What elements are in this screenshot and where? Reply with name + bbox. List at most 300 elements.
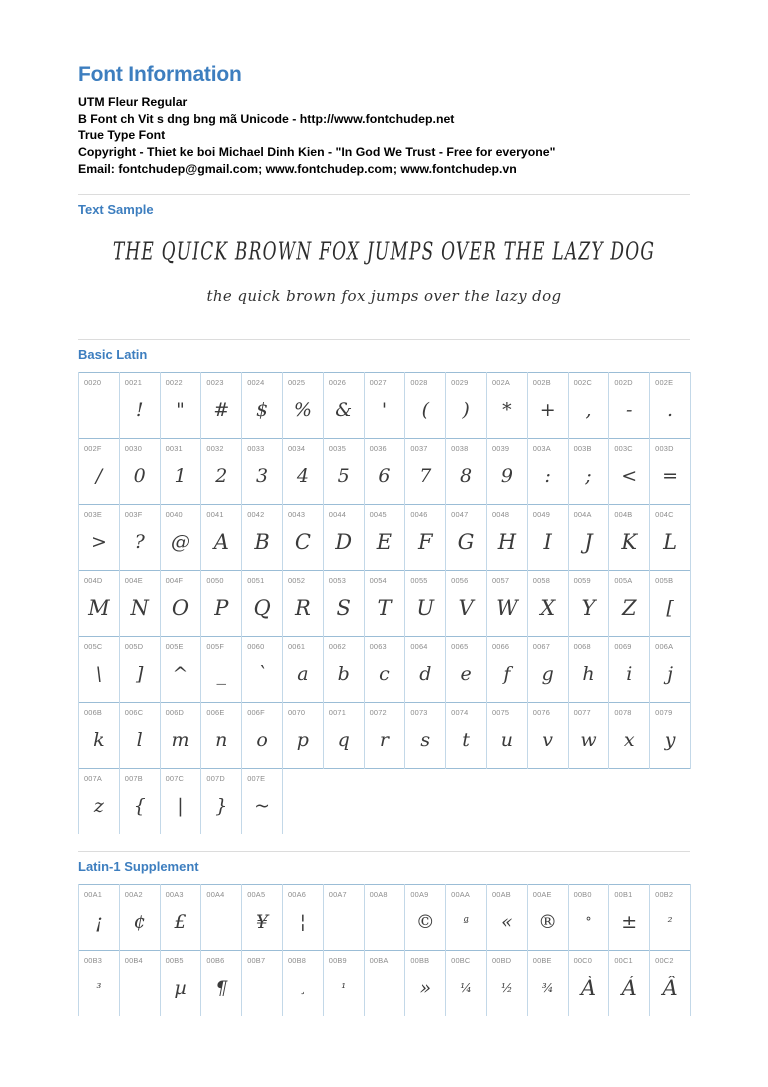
glyph-code-label: 0067 bbox=[532, 642, 551, 652]
glyph-cell[interactable] bbox=[160, 951, 201, 1017]
glyph-sample: } bbox=[215, 795, 228, 818]
glyph-cell[interactable] bbox=[405, 571, 446, 637]
glyph-code-label: 00A8 bbox=[369, 890, 388, 900]
glyph-cell[interactable] bbox=[650, 637, 691, 703]
glyph-cell[interactable] bbox=[650, 439, 691, 505]
glyph-cell[interactable] bbox=[568, 885, 609, 951]
glyph-cell[interactable] bbox=[323, 885, 364, 951]
glyph-sample: Á bbox=[621, 976, 637, 1001]
glyph-sample: \ bbox=[95, 663, 103, 686]
glyph-cell[interactable] bbox=[79, 885, 120, 951]
glyph-sample: 6 bbox=[378, 465, 391, 488]
glyph-cell[interactable] bbox=[568, 703, 609, 769]
glyph-cell[interactable] bbox=[242, 703, 283, 769]
glyph-cell[interactable] bbox=[282, 703, 323, 769]
glyph-cell[interactable] bbox=[486, 571, 527, 637]
font-metadata-list bbox=[78, 94, 690, 177]
glyph-cell[interactable] bbox=[405, 637, 446, 703]
glyph-cell[interactable] bbox=[650, 505, 691, 571]
glyph-sample: ) bbox=[462, 399, 470, 422]
glyph-code-label: 0045 bbox=[369, 510, 387, 520]
glyph-code-label: 00C2 bbox=[655, 956, 674, 966]
glyph-cell[interactable] bbox=[405, 885, 446, 951]
glyph-sample: l bbox=[136, 729, 143, 752]
glyph-code-label: 0026 bbox=[328, 378, 347, 388]
glyph-cell[interactable] bbox=[79, 951, 120, 1017]
glyph-code-label: 0023 bbox=[206, 378, 224, 388]
glyph-cell-empty bbox=[446, 769, 487, 835]
glyph-sample: a bbox=[297, 663, 309, 686]
glyph-code-label: 0077 bbox=[573, 708, 591, 718]
glyph-sample: b bbox=[337, 663, 350, 686]
glyph-cell[interactable] bbox=[609, 571, 650, 637]
glyph-cell[interactable] bbox=[201, 637, 242, 703]
glyph-sample: ® bbox=[538, 911, 558, 934]
glyph-row bbox=[79, 571, 691, 637]
glyph-sample: ( bbox=[421, 399, 429, 422]
glyph-row bbox=[79, 637, 691, 703]
section-text-sample bbox=[78, 194, 690, 322]
glyph-code-label: 0048 bbox=[491, 510, 510, 520]
glyph-code-label: 002D bbox=[614, 378, 633, 388]
glyph-code-label: 0075 bbox=[491, 708, 510, 718]
glyph-cell[interactable] bbox=[79, 637, 120, 703]
glyph-cell[interactable] bbox=[527, 951, 568, 1017]
glyph-cell[interactable] bbox=[568, 505, 609, 571]
glyph-sample: « bbox=[501, 911, 513, 934]
glyph-cell[interactable] bbox=[160, 637, 201, 703]
glyph-code-label: 00B0 bbox=[573, 890, 592, 900]
glyph-sample: * bbox=[502, 399, 512, 422]
glyph-code-label: 0072 bbox=[369, 708, 387, 718]
glyph-cell[interactable] bbox=[160, 769, 201, 835]
glyph-cell[interactable] bbox=[242, 769, 283, 835]
glyph-cell[interactable] bbox=[323, 505, 364, 571]
glyph-sample: r bbox=[379, 729, 390, 752]
glyph-code-label: 00B3 bbox=[84, 956, 103, 966]
metadata-line-format: True Type Font bbox=[78, 128, 166, 143]
glyph-cell[interactable] bbox=[446, 885, 487, 951]
glyph-sample: " bbox=[176, 399, 185, 422]
glyph-sample: Z bbox=[621, 596, 637, 621]
glyph-code-label: 007D bbox=[206, 774, 225, 784]
glyph-sample: E bbox=[376, 530, 393, 555]
glyph-cell[interactable] bbox=[242, 637, 283, 703]
glyph-cell[interactable] bbox=[282, 505, 323, 571]
glyph-code-label: 0020 bbox=[84, 378, 102, 388]
glyph-code-label: 004E bbox=[124, 576, 143, 586]
glyph-cell[interactable] bbox=[79, 505, 120, 571]
text-sample-block bbox=[78, 224, 690, 322]
glyph-code-label: 0054 bbox=[369, 576, 387, 586]
glyph-cell[interactable] bbox=[609, 951, 650, 1017]
glyph-row bbox=[79, 951, 691, 1017]
glyph-code-label: 006C bbox=[124, 708, 144, 718]
glyph-sample: ` bbox=[257, 663, 267, 686]
glyph-cell[interactable] bbox=[405, 703, 446, 769]
glyph-cell[interactable] bbox=[119, 951, 160, 1017]
glyph-cell[interactable] bbox=[201, 439, 242, 505]
glyph-cell[interactable] bbox=[119, 769, 160, 835]
glyph-cell[interactable] bbox=[527, 373, 568, 439]
glyph-cell[interactable] bbox=[609, 373, 650, 439]
glyph-sample: - bbox=[626, 399, 633, 422]
glyph-cell[interactable] bbox=[160, 439, 201, 505]
section-divider bbox=[78, 851, 690, 852]
glyph-cell[interactable] bbox=[201, 885, 242, 951]
glyph-cell[interactable] bbox=[486, 373, 527, 439]
glyph-code-label: 0040 bbox=[165, 510, 183, 520]
glyph-code-label: 0051 bbox=[247, 576, 265, 586]
glyph-cell[interactable] bbox=[527, 571, 568, 637]
glyph-cell[interactable] bbox=[160, 505, 201, 571]
glyph-sample: _ bbox=[216, 663, 227, 686]
glyph-cell[interactable] bbox=[486, 703, 527, 769]
glyph-cell[interactable] bbox=[323, 637, 364, 703]
glyph-code-label: 007E bbox=[247, 774, 266, 784]
glyph-code-label: 003C bbox=[614, 444, 633, 454]
glyph-code-label: 00B8 bbox=[287, 956, 307, 966]
glyph-sample: ] bbox=[135, 663, 144, 686]
glyph-cell[interactable] bbox=[282, 373, 323, 439]
glyph-cell-empty bbox=[609, 769, 650, 835]
glyph-cell[interactable] bbox=[527, 885, 568, 951]
glyph-sample: I bbox=[543, 530, 552, 555]
glyph-row bbox=[79, 439, 691, 505]
glyph-code-label: 00A9 bbox=[410, 890, 429, 900]
glyph-cell-empty bbox=[364, 769, 405, 835]
glyph-cell[interactable] bbox=[568, 439, 609, 505]
glyph-cell[interactable] bbox=[201, 571, 242, 637]
glyph-cell[interactable] bbox=[650, 703, 691, 769]
glyph-cell[interactable] bbox=[405, 439, 446, 505]
glyph-sample: u bbox=[500, 729, 513, 752]
glyph-sample: ª bbox=[463, 915, 469, 930]
glyph-cell[interactable] bbox=[364, 571, 405, 637]
glyph-cell[interactable] bbox=[323, 951, 364, 1017]
glyph-code-label: 00C0 bbox=[573, 956, 593, 966]
glyph-code-label: 0049 bbox=[532, 510, 551, 520]
glyph-cell[interactable] bbox=[446, 571, 487, 637]
glyph-cell[interactable] bbox=[242, 373, 283, 439]
glyph-cell[interactable] bbox=[119, 637, 160, 703]
glyph-code-label: 0050 bbox=[206, 576, 224, 586]
glyph-cell[interactable] bbox=[405, 951, 446, 1017]
pangram-uppercase: THE QUICK BROWN FOX JUMPS OVER THE LAZY DOG bbox=[112, 237, 656, 267]
glyph-cell[interactable] bbox=[486, 439, 527, 505]
glyph-sample: 3 bbox=[256, 465, 269, 488]
glyph-code-label: 003B bbox=[573, 444, 592, 454]
glyph-sample: c bbox=[379, 663, 390, 686]
glyph-cell[interactable] bbox=[323, 439, 364, 505]
glyph-code-label: 0034 bbox=[287, 444, 306, 454]
glyph-cell[interactable] bbox=[609, 505, 650, 571]
glyph-cell[interactable] bbox=[446, 703, 487, 769]
glyph-code-label: 0057 bbox=[491, 576, 510, 586]
glyph-code-label: 005F bbox=[206, 642, 225, 652]
glyph-sample: F bbox=[417, 530, 433, 555]
glyph-sample: 4 bbox=[296, 465, 309, 488]
glyph-cell-empty bbox=[282, 769, 323, 835]
glyph-cell[interactable] bbox=[282, 885, 323, 951]
glyph-cell[interactable] bbox=[650, 373, 691, 439]
glyph-code-label: 0030 bbox=[124, 444, 143, 454]
glyph-sample: T bbox=[377, 596, 392, 621]
glyph-cell[interactable] bbox=[609, 885, 650, 951]
glyph-code-label: 00B1 bbox=[614, 890, 633, 900]
glyph-cell[interactable] bbox=[160, 373, 201, 439]
glyph-cell[interactable] bbox=[119, 703, 160, 769]
glyph-sample: ½ bbox=[501, 981, 513, 996]
glyph-code-label: 004C bbox=[655, 510, 674, 520]
glyph-code-label: 005E bbox=[165, 642, 184, 652]
glyph-code-label: 00A7 bbox=[328, 890, 347, 900]
glyph-cell[interactable] bbox=[242, 505, 283, 571]
glyph-cell[interactable] bbox=[119, 373, 160, 439]
glyph-cell[interactable] bbox=[650, 951, 691, 1017]
glyph-code-label: 007A bbox=[84, 774, 103, 784]
glyph-cell[interactable] bbox=[79, 439, 120, 505]
glyph-sample: ! bbox=[135, 399, 144, 422]
glyph-sample: S bbox=[336, 596, 351, 621]
glyph-sample: i bbox=[626, 663, 633, 686]
glyph-cell[interactable] bbox=[282, 439, 323, 505]
glyph-cell[interactable] bbox=[446, 439, 487, 505]
glyph-cell[interactable] bbox=[364, 951, 405, 1017]
glyph-cell[interactable] bbox=[609, 637, 650, 703]
glyph-cell[interactable] bbox=[282, 951, 323, 1017]
metadata-line-font-name: UTM Fleur Regular bbox=[78, 95, 188, 110]
glyph-sample: m bbox=[171, 729, 190, 752]
glyph-cell[interactable] bbox=[650, 571, 691, 637]
glyph-cell[interactable] bbox=[527, 505, 568, 571]
glyph-cell[interactable] bbox=[160, 571, 201, 637]
glyph-sample: x bbox=[623, 729, 635, 752]
glyph-code-label: 0044 bbox=[328, 510, 347, 520]
glyph-code-label: 0070 bbox=[287, 708, 306, 718]
section-title-latin1-supplement: Latin-1 Supplement bbox=[78, 859, 199, 875]
glyph-sample: j bbox=[667, 663, 673, 686]
glyph-cell[interactable] bbox=[405, 505, 446, 571]
glyph-code-label: 005B bbox=[655, 576, 674, 586]
glyph-sample: q bbox=[337, 729, 350, 752]
glyph-code-label: 00A1 bbox=[84, 890, 103, 900]
glyph-cell[interactable] bbox=[486, 637, 527, 703]
glyph-sample: Y bbox=[581, 596, 596, 621]
glyph-code-label: 0037 bbox=[410, 444, 428, 454]
glyph-sample: B bbox=[254, 530, 270, 555]
glyph-sample: ² bbox=[667, 915, 673, 930]
glyph-sample: L bbox=[663, 530, 678, 555]
glyph-code-label: 00B4 bbox=[124, 956, 143, 966]
glyph-code-label: 004A bbox=[573, 510, 592, 520]
glyph-cell[interactable] bbox=[364, 885, 405, 951]
glyph-cell[interactable] bbox=[201, 373, 242, 439]
glyph-sample: t bbox=[462, 729, 470, 752]
glyph-sample bbox=[120, 965, 160, 1011]
glyph-code-label: 00AB bbox=[491, 890, 511, 900]
section-basic-latin bbox=[78, 339, 690, 834]
glyph-cell[interactable] bbox=[79, 373, 120, 439]
glyph-cell[interactable] bbox=[364, 505, 405, 571]
glyph-code-label: 00BC bbox=[451, 956, 471, 966]
glyph-sample: Q bbox=[253, 596, 271, 621]
glyph-cell[interactable] bbox=[446, 373, 487, 439]
glyph-cell[interactable] bbox=[242, 439, 283, 505]
glyph-code-label: 002B bbox=[532, 378, 551, 388]
glyph-sample: £ bbox=[174, 911, 187, 934]
glyph-code-label: 003E bbox=[84, 510, 103, 520]
metadata-line-email: Email: fontchudep@gmail.com; www.fontchudep.com; www.fontchudep.vn bbox=[78, 161, 517, 176]
glyph-cell[interactable] bbox=[201, 769, 242, 835]
glyph-code-label: 00AE bbox=[532, 890, 552, 900]
glyph-sample: A bbox=[213, 530, 229, 555]
glyph-cell[interactable] bbox=[527, 703, 568, 769]
glyph-sample: 7 bbox=[419, 465, 432, 488]
glyph-cell[interactable] bbox=[364, 703, 405, 769]
glyph-cell[interactable] bbox=[650, 885, 691, 951]
glyph-sample: < bbox=[621, 465, 638, 488]
glyph-cell[interactable] bbox=[609, 439, 650, 505]
glyph-sample: ¾ bbox=[541, 981, 554, 996]
glyph-code-label: 005C bbox=[84, 642, 103, 652]
glyph-cell[interactable] bbox=[119, 439, 160, 505]
glyph-sample: { bbox=[133, 795, 146, 818]
glyph-cell[interactable] bbox=[242, 571, 283, 637]
section-title-text-sample: Text Sample bbox=[78, 202, 154, 218]
glyph-cell[interactable] bbox=[568, 637, 609, 703]
glyph-code-label: 005A bbox=[614, 576, 633, 586]
glyph-code-label: 0076 bbox=[532, 708, 551, 718]
glyph-code-label: 00BD bbox=[491, 956, 512, 966]
glyph-cell[interactable] bbox=[486, 951, 527, 1017]
glyph-code-label: 006D bbox=[165, 708, 185, 718]
pangram-uppercase-row bbox=[78, 224, 690, 270]
glyph-sample: ³ bbox=[96, 981, 102, 996]
glyph-cell[interactable] bbox=[79, 571, 120, 637]
glyph-cell[interactable] bbox=[568, 571, 609, 637]
glyph-sample: ¥ bbox=[256, 911, 269, 934]
glyph-cell[interactable] bbox=[201, 951, 242, 1017]
glyph-code-label: 003D bbox=[655, 444, 674, 454]
glyph-cell[interactable] bbox=[201, 505, 242, 571]
glyph-cell[interactable] bbox=[282, 637, 323, 703]
glyph-code-label: 0065 bbox=[451, 642, 469, 652]
glyph-sample: , bbox=[585, 399, 592, 422]
glyph-sample bbox=[365, 965, 405, 1011]
glyph-cell-empty bbox=[323, 769, 364, 835]
glyph-code-label: 00A3 bbox=[165, 890, 184, 900]
glyph-cell-empty bbox=[568, 769, 609, 835]
glyph-row bbox=[79, 505, 691, 571]
glyph-sample: U bbox=[416, 596, 435, 621]
glyph-sample: P bbox=[214, 596, 229, 621]
glyph-cell[interactable] bbox=[79, 703, 120, 769]
glyph-sample bbox=[201, 899, 241, 945]
glyph-code-label: 0032 bbox=[206, 444, 224, 454]
glyph-cell[interactable] bbox=[282, 571, 323, 637]
glyph-sample: + bbox=[539, 399, 556, 422]
glyph-cell[interactable] bbox=[609, 703, 650, 769]
glyph-cell[interactable] bbox=[364, 373, 405, 439]
glyph-sample: z bbox=[93, 795, 104, 818]
glyph-code-label: 0029 bbox=[451, 378, 469, 388]
section-title-basic-latin: Basic Latin bbox=[78, 347, 148, 363]
glyph-sample: ' bbox=[381, 399, 388, 422]
glyph-cell[interactable] bbox=[568, 951, 609, 1017]
glyph-code-label: 0060 bbox=[247, 642, 265, 652]
glyph-code-label: 00BA bbox=[369, 956, 389, 966]
glyph-sample: ¼ bbox=[460, 981, 472, 996]
glyph-sample bbox=[79, 387, 119, 433]
glyph-sample: 9 bbox=[500, 465, 513, 488]
glyph-sample: R bbox=[294, 596, 311, 621]
glyph-sample: : bbox=[544, 465, 551, 488]
metadata-line-copyright: Copyright - Thiet ke boi Michael Dinh Kien - "In God We Trust - Free for everyone" bbox=[78, 145, 556, 160]
glyph-cell[interactable] bbox=[119, 885, 160, 951]
glyph-code-label: 0024 bbox=[247, 378, 265, 388]
glyph-sample: ~ bbox=[254, 795, 271, 818]
glyph-sample: ; bbox=[585, 465, 592, 488]
glyph-code-label: 006E bbox=[206, 708, 225, 718]
glyph-cell[interactable] bbox=[486, 505, 527, 571]
glyph-cell[interactable] bbox=[323, 703, 364, 769]
glyph-cell[interactable] bbox=[446, 505, 487, 571]
glyph-cell[interactable] bbox=[446, 951, 487, 1017]
glyph-cell[interactable] bbox=[568, 373, 609, 439]
glyph-sample: À bbox=[580, 976, 597, 1001]
glyph-cell[interactable] bbox=[446, 637, 487, 703]
glyph-cell[interactable] bbox=[79, 769, 120, 835]
glyph-sample: = bbox=[662, 465, 679, 488]
glyph-cell-empty bbox=[527, 769, 568, 835]
glyph-code-label: 004B bbox=[614, 510, 633, 520]
glyph-code-label: 006F bbox=[247, 708, 265, 718]
glyph-cell[interactable] bbox=[201, 703, 242, 769]
glyph-cell[interactable] bbox=[119, 505, 160, 571]
glyph-cell[interactable] bbox=[160, 703, 201, 769]
glyph-cell[interactable] bbox=[160, 885, 201, 951]
glyph-sample: © bbox=[415, 911, 435, 934]
glyph-cell[interactable] bbox=[527, 439, 568, 505]
glyph-code-label: 00C1 bbox=[614, 956, 633, 966]
glyph-sample: W bbox=[496, 596, 518, 621]
glyph-cell[interactable] bbox=[364, 439, 405, 505]
glyph-code-label: 0059 bbox=[573, 576, 591, 586]
glyph-sample: e bbox=[460, 663, 472, 686]
glyph-cell[interactable] bbox=[323, 571, 364, 637]
glyph-cell[interactable] bbox=[242, 885, 283, 951]
glyph-code-label: 0074 bbox=[451, 708, 469, 718]
glyph-code-label: 006A bbox=[655, 642, 674, 652]
glyph-cell[interactable] bbox=[405, 373, 446, 439]
metadata-line-description: B Font ch Vit s dng bng mã Unicode - http://www.fontchudep.net bbox=[78, 111, 455, 126]
glyph-sample: ¹ bbox=[341, 981, 347, 996]
glyph-cell[interactable] bbox=[527, 637, 568, 703]
glyph-code-label: 002A bbox=[491, 378, 511, 388]
glyph-cell[interactable] bbox=[242, 951, 283, 1017]
glyph-cell[interactable] bbox=[486, 885, 527, 951]
glyph-sample: . bbox=[667, 399, 674, 422]
glyph-cell[interactable] bbox=[364, 637, 405, 703]
glyph-code-label: 0058 bbox=[532, 576, 551, 586]
glyph-code-label: 0039 bbox=[491, 444, 510, 454]
glyph-cell[interactable] bbox=[119, 571, 160, 637]
glyph-code-label: 0036 bbox=[369, 444, 387, 454]
glyph-code-label: 00BB bbox=[410, 956, 430, 966]
glyph-code-label: 0079 bbox=[655, 708, 673, 718]
glyph-cell[interactable] bbox=[323, 373, 364, 439]
